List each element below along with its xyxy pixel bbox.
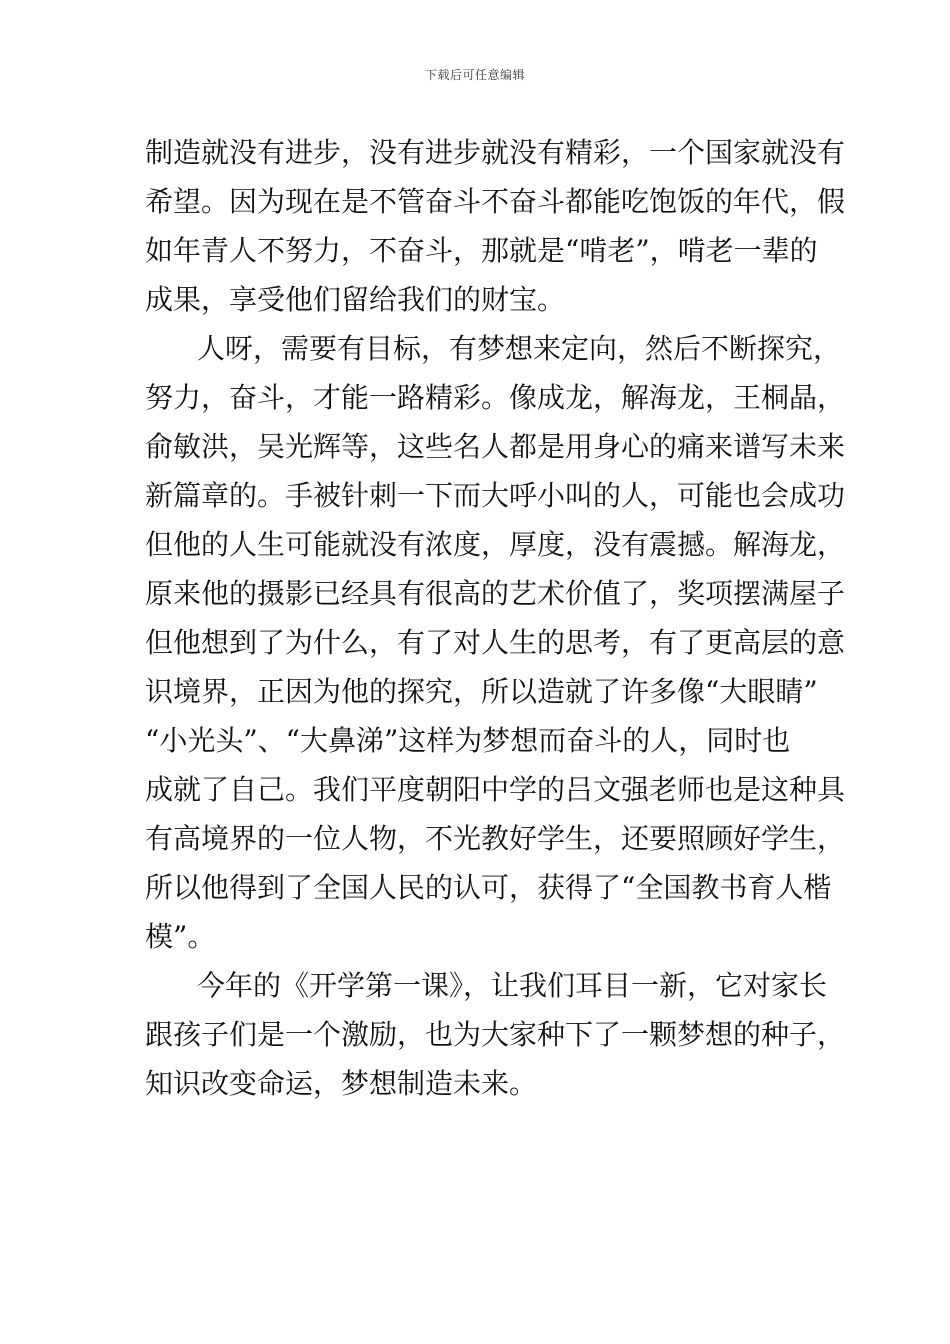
paragraph-2-line-5: 但他的人生可能就没有浓度，厚度，没有震撼。解海龙， xyxy=(145,528,846,561)
paragraph-1-line-4: 成果，享受他们留给我们的财宝。 xyxy=(145,283,566,316)
paragraph-2-line-10: 成就了自己。我们平度朝阳中学的吕文强老师也是这种具 xyxy=(145,773,846,806)
paragraph-2-line-3: 俞敏洪，吴光辉等，这些名人都是用身心的痛来谱写未来 xyxy=(145,430,846,463)
paragraph-3-line-1: 今年的《开学第一课》，让我们耳目一新，它对家长 xyxy=(197,969,828,1002)
paragraph-3-line-2: 跟孩子们是一个激励，也为大家种下了一颗梦想的种子， xyxy=(145,1018,846,1051)
paragraph-2-line-1: 人呀，需要有目标，有梦想来定向，然后不断探究， xyxy=(197,332,842,365)
page-header: 下载后可任意编辑 xyxy=(424,68,525,82)
paragraph-2-line-11: 有高境界的一位人物，不光教好学生，还要照顾好学生， xyxy=(145,822,846,855)
paragraph-1-line-3: 如年青人不努力，不奋斗，那就是“啃老”，啃老一辈的 xyxy=(145,234,818,267)
paragraph-2-line-2: 努力，奋斗，才能一路精彩。像成龙，解海龙，王桐晶， xyxy=(145,381,846,414)
paragraph-2-line-8: 识境界，正因为他的探究，所以造就了许多像“大眼睛” xyxy=(145,675,818,708)
paragraph-2-line-12: 所以他得到了全国人民的认可，获得了“全国教书育人楷 xyxy=(145,871,832,904)
paragraph-3-line-3: 知识改变命运，梦想制造未来。 xyxy=(145,1067,538,1100)
paragraph-2-line-7: 但他想到了为什么，有了对人生的思考，有了更高层的意 xyxy=(145,626,846,659)
paragraph-2-line-13: 模”。 xyxy=(145,920,216,953)
paragraph-1-line-2: 希望。因为现在是不管奋斗不奋斗都能吃饱饭的年代，假 xyxy=(145,185,846,218)
document-body xyxy=(145,128,846,1108)
paragraph-1-line-1: 制造就没有进步，没有进步就没有精彩，一个国家就没有 xyxy=(145,136,846,169)
paragraph-2-line-9: “小光头”、“大鼻涕”这样为梦想而奋斗的人，同时也 xyxy=(145,724,791,757)
paragraph-2-line-6: 原来他的摄影已经具有很高的艺术价值了，奖项摆满屋子 xyxy=(145,577,846,610)
paragraph-2-line-4: 新篇章的。手被针刺一下而大呼小叫的人，可能也会成功 xyxy=(145,479,846,512)
